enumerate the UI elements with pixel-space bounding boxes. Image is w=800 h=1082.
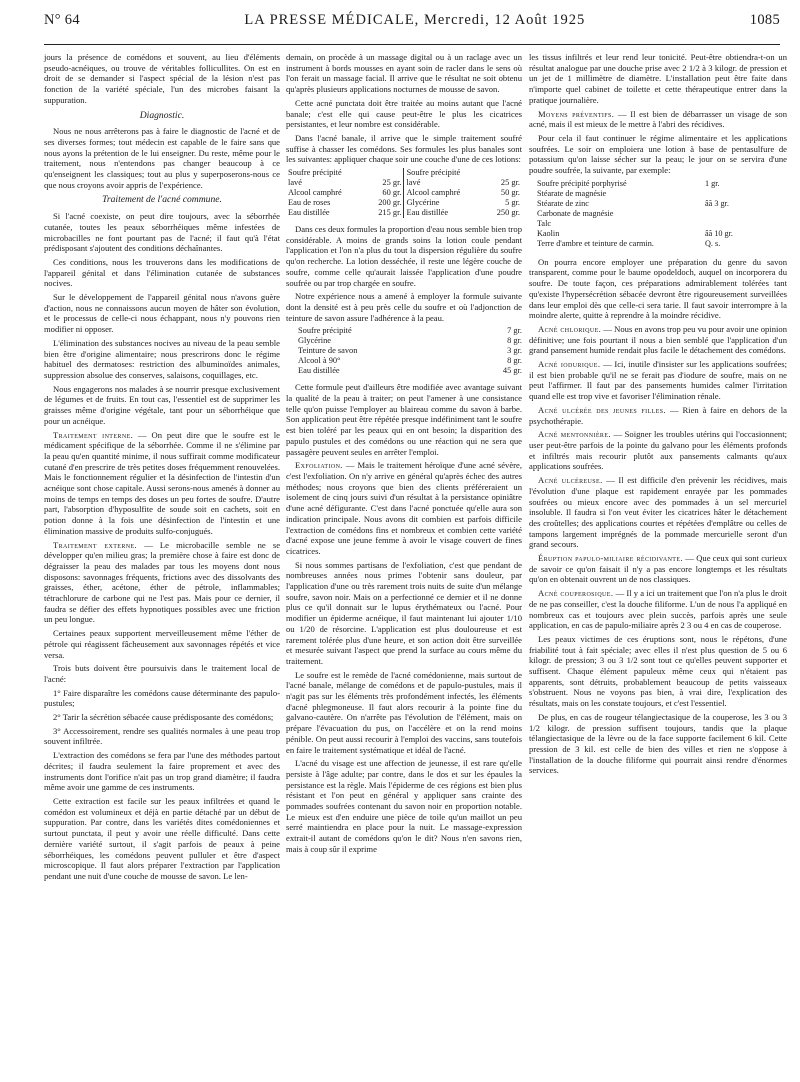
- formula-table-powder: [537, 179, 787, 249]
- quantity: 250 gr.: [496, 208, 520, 218]
- paragraph-text: — Il est bien de débarrasser un visage de son acné, mais il est mieux de le mettre à l'abri des récidives.: [529, 108, 787, 130]
- section-heading: Traitement de l'acné commune.: [102, 194, 222, 206]
- formula-row: [537, 239, 787, 249]
- formula-row: [537, 209, 787, 219]
- paragraph: Cette extraction est facile sur les peaux infiltrées et quand le comédon est volumineux et déjà en partie détaché par un début de suppuration. Par contre, dans les variétés dites comédoniennes et surtout punctata, il peut y avoir une réelle difficulté. Dans cette dernière variété surtout, il s'agit parfois de peaux à peine séborrhéiques, les comédons peuvent pulluler et être d'aspect microscopique. Il faut alors préparer l'extraction par l'application pendant une nuit d'une couche de mousse de savon. Le len-: [44, 796, 280, 881]
- column-3: [529, 52, 787, 779]
- paragraph: 2° Tarir la sécrétion sébacée cause prédisposante des comédons;: [53, 712, 274, 723]
- formula-row: [537, 219, 787, 229]
- paragraph: Si nous sommes partisans de l'exfoliation, c'est que pendant de nombreuses années nous primes l'obtenir sans douleur, par l'application d'une ou très rarement trois nuits de suite d'un mélange soufre, savon noir. Mais on a perfectionné ce dernier et il ne donne plus ce qu'il donnait sur le lupus érythémateux ou l'acné. Pour modifier un épiderme acnéique, il faut maintenant lui ajouter 1/10 ou 1/20 de résorcine. L'application est plus douloureuse et est rarement tolérée plus d'une heure, et son action doit être surveillée et mesurée suivant l'aspect que prend la surface au cours même du traitement.: [286, 559, 522, 666]
- formula-row: [286, 198, 522, 208]
- header-rule: [44, 44, 780, 45]
- quantity: 50 gr.: [500, 188, 520, 198]
- paragraph-text: — Que ceux qui sont curieux de savoir ce qu'on faisait il n'y a pas encore longtemps et les résultats qu'on en obtenait ouvrent un de nos classiques.: [529, 553, 787, 585]
- quantity: 5 gr.: [505, 198, 520, 208]
- paragraph: Dans l'acné banale, il arrive que le simple traitement soufré suffise à chasser les comédons. Ses formules les plus banales sont les suivantes: appliquer chaque soir une couche d'une de ces lotions:: [286, 132, 522, 165]
- paragraph: Si l'acné coexiste, on peut dire toujours, avec la séborrhée cutanée, toutes les peaux séborrhéiques même infestées de microbacilles ne font pourtant pas de l'acné; il faut qu'à l'état prédisposant s'ajoutent des conditions déchaînantes.: [44, 211, 280, 254]
- run-in-heading: Acné iodurique.: [538, 359, 601, 370]
- journal-name: LA PRESSE MÉDICALE,: [244, 12, 420, 28]
- paragraph: [529, 405, 787, 426]
- paragraph: 3° Accessoirement, rendre ses qualités normales à une peau trop souvent infiltrée.: [44, 725, 280, 747]
- ingredient: Alcool camphré: [404, 188, 484, 198]
- ingredient: Stéarate de zinc: [537, 198, 589, 208]
- paragraph-text: — Mais le traitement héroïque d'une acné sévère, c'est l'exfoliation. On n'y arrive en général qu'après échec des autres méthodes; nous croyons que bien des clients préféreraient un isolement de cinq jours suivi d'un résultat à la persistance opiniâtre d'une acné défigurante. C'est dans l'acné ponctuée qu'elle aura son indication principale. Nous avons dit combien est parfois difficile l'extraction de comédons fins et nombreux et combien cette variété d'acné expose une jeune femme à avoir le visage couvert de fines cicatrices.: [286, 460, 522, 556]
- ingredient: Glycérine: [404, 198, 484, 208]
- ingredient: Eau distillée: [298, 366, 340, 376]
- formula-row: [537, 179, 787, 189]
- formula-table-lotions: [286, 168, 522, 218]
- paragraph: [529, 588, 787, 631]
- quantity: 25 gr.: [382, 178, 402, 188]
- ingredient: Eau distillée: [404, 208, 484, 218]
- run-in-heading: Moyens préventifs.: [538, 108, 615, 119]
- paragraph: Trois buts doivent être poursuivis dans le traitement local de l'acné:: [44, 663, 280, 684]
- paragraph: [529, 475, 787, 550]
- paragraph: Nous ne nous arrêterons pas à faire le diagnostic de l'acné et de ses diverses formes; tout médecin est capable de le faire sans que nous ayons la prétention de le lui enseigner. Du reste, même pour le traitement, nous n'entendons pas changer beaucoup à ce qu'enseignent les classiques; tout au plus y superposerons-nous ce que nous croyons avoir appris de l'expérience.: [44, 126, 280, 190]
- quantity: [705, 219, 775, 229]
- paragraph: les tissus infiltrés et leur rend leur tonicité. Peut-être obtiendra-t-on un résultat analogue par une douche prise avec 2 1/2 à 3 kilogr. de pression et un jet de 1 millimètre de diamètre. L'installation peut être faite dans n'importe quel cabinet de toilette et cette thérapeutique entrer dans la pratique journalière.: [529, 52, 787, 105]
- run-in-heading: Acné mentonnière.: [538, 429, 611, 440]
- ingredient: Eau distillée: [288, 208, 330, 218]
- paragraph-text: — Soigner les troubles utérins qui l'occasionnent; user peut-être parfois de la pointe du galvano pour les éléments profonds et infiltrés mais recourir plutôt aux pansements calmants qu'aux applications soufrées.: [529, 429, 787, 472]
- quantity: [705, 209, 775, 219]
- paragraph: Le soufre est le remède de l'acné comédonienne, mais surtout de l'acné banale, mélange de comédons et de papulo-pustules, mais il n'agit pas sur les éléments très profondément infectés, les éléments d'acné phlegmoneuse. Il faut alors recourir à la pointe fine du galvano-cautère. On n'arrête pas l'évolution de l'élément, mais on prépare l'évacuation du pus, on l'accélère et on la rend moins pénible. On peut aussi recourir à l'emploi des vaccins, sans toutefois en faire le traitement systématique et idéal de l'acné.: [286, 669, 522, 755]
- paragraph-text: — Ici, inutile d'insister sur les applications soufrées; il est bien probable qu'il ne se ferait pas d'iodure de soufre, mais on ne peut l'affirmer. Il faut par des pansements humides calmer l'irritation quand elle est trop vive et favoriser l'élimination rénale.: [529, 359, 787, 402]
- paragraph: L'extraction des comédons se fera par l'une des méthodes partout décrites; il faudra seulement la faire proprement et avec des instruments dont l'orifice n'ait pas un trop grand diamètre; il faudra même avoir une gamme de ces instruments.: [44, 750, 280, 793]
- ingredient: Soufre précipité porphyrisé: [537, 178, 627, 188]
- ingredient: lavé: [404, 178, 484, 188]
- paragraph: [44, 430, 280, 537]
- run-in-heading: Éruption papulo-miliaire récidivante.: [538, 553, 683, 564]
- paragraph: Nous engagerons nos malades à se nourrir presque exclusivement de légumes et de fruits. En tout cas, l'essentiel est de supprimer les graisses même d'origine végétale, tant pour un séborrhéique que pour un acnéique.: [44, 383, 280, 426]
- paragraph: jours la présence de comédons et souvent, au lieu d'éléments pseudo-acnéiques, ou trouve de véritables follicullites. On est en droit de se demander si l'aspect spécial de la lésion n'est pas fonction de la variété spéciale, l'un des microbes faisant la suppuration.: [44, 52, 280, 105]
- quantity: [705, 189, 775, 199]
- formula-row: [298, 356, 522, 366]
- ingredient: Soufre précipité: [298, 326, 352, 336]
- paragraph: [529, 324, 787, 356]
- paragraph: [529, 553, 787, 585]
- run-in-heading: Traitement externe.: [53, 539, 138, 550]
- column-1: [44, 52, 280, 885]
- paragraph: 1° Faire disparaître les comédons cause déterminante des papulo-pustules;: [44, 687, 280, 709]
- quantity: 3 gr.: [507, 346, 522, 356]
- ingredient: Alcool à 90°: [298, 356, 341, 366]
- formula-row: [298, 336, 522, 346]
- journal-title: [244, 12, 585, 29]
- ingredient: Carbonate de magnésie: [537, 208, 614, 218]
- formula-row: [286, 208, 522, 218]
- paragraph-text: — Il est difficile d'en prévenir les récidives, mais l'évolution d'une plaque est rapidement enrayée par les pommades soufrées ou mieux encore avec des pommades à un sel mercuriel insoluble. Il faudra si l'on veut éviter les cicatrices hâter le détachement des croûtelles; des applications courtes et répétées d'emplâtre ou celles de tampons largement imprégnés de la pommade mercurielle seront d'un grand secours.: [529, 475, 787, 550]
- run-in-heading: Acné chlorique.: [538, 323, 602, 334]
- page-header: [44, 12, 780, 42]
- paragraph-text: — Nous en avons trop peu vu pour avoir une opinion définitive; une fois pourtant il nous a bien semblé que l'application d'un grand pansement humide rendait plus facile le détachement des comédons.: [529, 323, 787, 356]
- ingredient: Alcool camphré: [288, 188, 342, 198]
- page-number: 1085: [749, 12, 780, 28]
- formula-row: [298, 366, 522, 376]
- section-heading: Diagnostic.: [139, 109, 185, 121]
- quantity: âã 10 gr.: [705, 228, 733, 238]
- ingredient: Eau de roses: [288, 198, 331, 208]
- formula-header: Soufre précipité: [404, 168, 522, 178]
- paragraph-text: — On peut dire que le soufre est le médicament spécifique de la séborrhée. Comme il ne s'élimine par la peau qu'en quantité minime, il nous suffirait comme modificateur cutané d'en prescrire de très petites doses fréquemment renouvelées. Mais le fonctionnement régulier et la désinfection de l'intestin d'un acnéique sont chose capitale. Aussi serons-nous amenés à donner au moins de temps en temps des doses un peu fortes de soufre. D'autre part, l'absorption d'hyposulfite de soude soit en cachets, soit en potion donne à la fois une désinfection de l'intestin et une élimination massive de produits sulfo-conjugués.: [44, 429, 280, 536]
- run-in-heading: Exfoliation.: [295, 460, 343, 471]
- paragraph: [44, 540, 280, 626]
- quantity: 215 gr.: [378, 208, 402, 218]
- paragraph-text: — Le microbacille semble ne se développer qu'en milieu gras; la première chose à faire est donc de dégraisser la peau des malades par tous les moyens dont nous disposons: savonnages fréquents, frictions avec des dissolvants des graisses, éther, acétone, éther de pétrole, inflammables; tétrachlorure de carbone qui ne l'est pas. Mais pour ce dernier, il faudra se défier des effets hypnotiques possibles avec une friction un peu longue.: [44, 539, 281, 625]
- formula-row: [286, 178, 522, 188]
- formula-header: Soufre précipité: [288, 168, 342, 178]
- formula-row: [537, 199, 787, 209]
- quantity: 8 gr.: [507, 356, 522, 366]
- paragraph: [529, 429, 787, 472]
- paragraph: Certaines peaux supportent merveilleusement même l'éther de pétrole qui réagissent fâcheusement aux savonnages répétés et vice versa.: [44, 628, 280, 660]
- paragraph: Ces conditions, nous les trouverons dans les modifications de l'appareil génital et dans l'élimination cutanée de substances nocives.: [44, 256, 280, 289]
- paragraph: L'acné du visage est une affection de jeunesse, il est rare qu'elle persiste à l'âge adulte; par contre, dans le dos et sur les épaules la persistance est la règle. Mais l'épiderme de ces régions est bien plus résistant et l'on peut en général y appliquer sans crainte des pommades soufrées contenant du savon noir en proportion notable. Le mieux est d'en enduire une pièce de toile qu'un maillot un peu serré maintiendra en place pour la nuit. Le massage-expression extrait-il autant de comédons qu'on le dit? Nous n'en savons rien, mais à coup sûr il exprime: [286, 758, 522, 854]
- quantity: âã 3 gr.: [705, 198, 729, 208]
- run-in-heading: Acné ulcéreuse.: [538, 475, 603, 486]
- paragraph-text: — Rien à faire en dehors de la psychothérapie.: [529, 404, 788, 426]
- paragraph: Notre expérience nous a amené à employer la formule suivante dont la densité est à peu près celle du soufre et où l'adjonction de teinture de savon assure l'adhérence à la peau.: [286, 291, 522, 323]
- quantity: 7 gr.: [507, 326, 522, 336]
- ingredient: Terre d'ambre et teinture de carmin.: [537, 238, 654, 248]
- paragraph: De plus, en cas de rougeur télangiectasique de la couperose, les 3 ou 3 1/2 kilogr. de pression suffisent toujours, tandis que la plaque télangiectasique de la lèvre ou de la face supporte facilement 6 kil. Cette pression de 3 kil. est celle de bien des villes et rien ne s'oppose à l'installation de la douche filiforme qui pourrait ainsi rendre d'énormes services.: [529, 711, 787, 776]
- paragraph-text: — Il y a ici un traitement que l'on n'a plus le droit de ne pas conseiller, c'est la douche filiforme. L'un de nous l'a appliqué en nombreux cas et toujours avec plein succès, parfois après une seule application, en cas de papulo-miliaire après 2 3 ou 4 en cas de couperose.: [529, 588, 787, 631]
- quantity: 60 gr.: [382, 188, 402, 198]
- quantity: 1 gr.: [705, 178, 720, 188]
- paragraph: Sur le développement de l'appareil génital nous n'avons guère d'action, nous ne connaissons aucun moyen de hâter son évolution, et le processus de celle-ci nous échappant, nous n'y pouvons rien modifier ni opposer.: [44, 292, 280, 335]
- quantity: 45 gr.: [502, 366, 522, 376]
- run-in-heading: Acné couperosique.: [538, 588, 614, 599]
- formula-row: [298, 346, 522, 356]
- ingredient: Talc: [537, 218, 551, 228]
- ingredient: Stéarate de magnésie: [537, 188, 607, 198]
- formula-row: [298, 326, 522, 336]
- formula-row: [537, 189, 787, 199]
- formula-row: [537, 229, 787, 239]
- paragraph: Les peaux victimes de ces éruptions sont, nous le répétons, d'une friabilité tout à fait spéciale; avec elles il n'est plus question de 5 ou 6 kilogr. de pression; 3 ou 3 1/2 sont tout ce qu'elles peuvent supporter et suffisent. Chaque élément papuleux même ceux qui n'étaient pas apparents, sont détruits, probablement beaucoup de petits vaisseaux s'obstruent. Nous ne voyons pas bien, à vrai dire, l'explication des résultats, mais on les constate toujours, et c'est l'essentiel.: [529, 633, 787, 709]
- paragraph: Cette acné punctata doit être traitée au moins autant que l'acné banale; c'est elle qui cause peut-être le plus les cicatrices persistantes, et leur nombre est considérable.: [286, 97, 522, 130]
- formula-table-sulfur: [298, 326, 522, 376]
- issue-number: N° 64: [44, 12, 80, 28]
- paragraph: Cette formule peut d'ailleurs être modifiée avec avantage suivant la qualité de la peau à traiter; on peut l'amener à une consistance telle qu'on puisse l'employer au blaireau comme du savon à barbe. Son application peut être répétée presque indéfiniment tant le soufre est bien toléré par les peaux qui en ont besoin; la disparition des papulo pustules et des comédons ou une réaction qui ne sera que passagère peuvent seules en arrêter l'emploi.: [286, 382, 522, 457]
- column-2: [286, 52, 522, 858]
- paragraph: [286, 460, 522, 556]
- paragraph: Pour cela il faut continuer le régime alimentaire et les applications soufrées. Le soir on emploiera une lotion à base de pentasulfure de potassium qu'on laisse sécher sur la peau; le jour on se servira d'une poudre soufrée, la suivante, par exemple:: [529, 132, 787, 176]
- ingredient: Teinture de savon: [298, 346, 358, 356]
- quantity: Q. s.: [705, 238, 721, 248]
- run-in-heading: Traitement interne.: [53, 429, 134, 440]
- paragraph: L'élimination des substances nocives au niveau de la peau semble bien être d'origine alimentaire; nous prescrirons donc le régime habituel des dermatoses: restriction des albuminoïdes animales, suppression absolue des conserves, salaisons, coquillages, etc.: [44, 337, 280, 380]
- paragraph: demain, on procède à un massage digital ou à un raclage avec un instrument à bords mousses en ayant soin de racler dans le sens où l'on ferait un massage facial. Il arrive que le résultat ne soit obtenu qu'après plusieurs applications nocturnes de mousse de savon.: [286, 52, 522, 95]
- formula-row: [286, 188, 522, 198]
- run-in-heading: Acné ulcérée des jeunes filles.: [538, 404, 667, 415]
- paragraph: [529, 359, 787, 402]
- paragraph: Dans ces deux formules la proportion d'eau nous semble bien trop considérable. A moins de grands soins la lotion coule pendant l'application et l'on n'a plus du tout la dispersion régulière du soufre qu'on recherche. La lotion desséchée, il reste une légère couche de soufre, comme celle qu'aurait laissée l'application d'une poudre soufrée ou par trop chargée en soufre.: [286, 224, 522, 288]
- paragraph: [529, 109, 787, 130]
- paragraph: On pourra encore employer une préparation du genre du savon transparent, comme pour le baume opodeldoch, auquel on incorporera du soufre. De toute façon, ces préparations admirablement tolérées tant qu'existe l'hypersécrétion sébacée devront être rigoureusement surveillées dans leur emploi dès que celle-ci sera tarie. Il faut savoir interrompre à la moindre alerte, quitte à reprendre à la moindre récidive.: [529, 256, 787, 321]
- ingredient: Kaolin: [537, 228, 560, 238]
- ingredient: Glycérine: [298, 336, 332, 346]
- issue-date: Mercredi, 12 Août 1925: [423, 12, 586, 28]
- quantity: 25 gr.: [500, 178, 520, 188]
- quantity: 8 gr.: [507, 336, 522, 346]
- ingredient: lavé: [288, 178, 302, 188]
- quantity: 200 gr.: [378, 198, 402, 208]
